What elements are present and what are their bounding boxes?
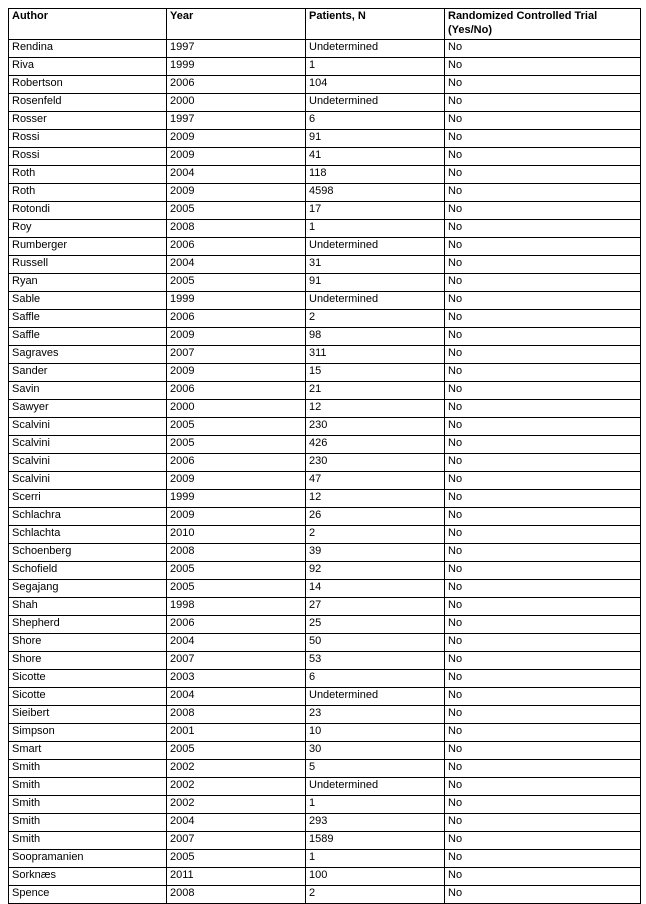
cell-author: Scalvini (9, 453, 167, 471)
table-row (9, 93, 641, 111)
cell-year: 1999 (167, 291, 306, 309)
cell-year: 2006 (167, 615, 306, 633)
cell-rct: No (445, 129, 641, 147)
table-row (9, 759, 641, 777)
cell-rct: No (445, 75, 641, 93)
table-row (9, 651, 641, 669)
cell-author: Spence (9, 885, 167, 903)
cell-rct: No (445, 723, 641, 741)
cell-author: Saffle (9, 327, 167, 345)
cell-author: Scerri (9, 489, 167, 507)
cell-rct: No (445, 651, 641, 669)
cell-year: 2000 (167, 399, 306, 417)
cell-year: 2008 (167, 885, 306, 903)
cell-year: 2009 (167, 507, 306, 525)
cell-year: 1997 (167, 39, 306, 57)
cell-patients: 1 (306, 849, 445, 867)
cell-year: 2005 (167, 417, 306, 435)
cell-year: 1998 (167, 597, 306, 615)
cell-year: 2007 (167, 831, 306, 849)
cell-rct: No (445, 759, 641, 777)
cell-patients: 47 (306, 471, 445, 489)
cell-patients: 98 (306, 327, 445, 345)
cell-year: 2005 (167, 849, 306, 867)
cell-rct: No (445, 309, 641, 327)
cell-year: 2004 (167, 813, 306, 831)
cell-rct: No (445, 867, 641, 885)
cell-rct: No (445, 363, 641, 381)
cell-year: 2005 (167, 561, 306, 579)
cell-patients: 91 (306, 129, 445, 147)
table-row (9, 129, 641, 147)
cell-year: 2005 (167, 435, 306, 453)
cell-patients: 4598 (306, 183, 445, 201)
cell-year: 2005 (167, 741, 306, 759)
cell-year: 2005 (167, 273, 306, 291)
cell-patients: 2 (306, 525, 445, 543)
cell-rct: No (445, 831, 641, 849)
cell-author: Saffle (9, 309, 167, 327)
cell-rct: No (445, 633, 641, 651)
cell-patients: 12 (306, 489, 445, 507)
table-row (9, 453, 641, 471)
cell-author: Segajang (9, 579, 167, 597)
cell-patients: 293 (306, 813, 445, 831)
column-header-year: Year (167, 9, 306, 40)
cell-rct: No (445, 435, 641, 453)
table-row (9, 147, 641, 165)
cell-year: 2009 (167, 471, 306, 489)
cell-patients: 14 (306, 579, 445, 597)
cell-patients: 311 (306, 345, 445, 363)
table-row (9, 543, 641, 561)
cell-author: Roy (9, 219, 167, 237)
cell-author: Soopramanien (9, 849, 167, 867)
cell-author: Sable (9, 291, 167, 309)
cell-rct: No (445, 183, 641, 201)
table-row (9, 273, 641, 291)
cell-author: Scalvini (9, 471, 167, 489)
table-row (9, 165, 641, 183)
cell-patients: 50 (306, 633, 445, 651)
cell-author: Roth (9, 165, 167, 183)
cell-author: Sawyer (9, 399, 167, 417)
cell-rct: No (445, 885, 641, 903)
cell-rct: No (445, 579, 641, 597)
cell-patients: Undetermined (306, 93, 445, 111)
cell-year: 1997 (167, 111, 306, 129)
cell-year: 1999 (167, 489, 306, 507)
table-row (9, 183, 641, 201)
cell-author: Smith (9, 795, 167, 813)
cell-author: Schofield (9, 561, 167, 579)
cell-patients: 230 (306, 417, 445, 435)
cell-rct: No (445, 291, 641, 309)
cell-author: Scalvini (9, 435, 167, 453)
cell-rct: No (445, 165, 641, 183)
cell-rct: No (445, 219, 641, 237)
cell-author: Smart (9, 741, 167, 759)
cell-patients: 21 (306, 381, 445, 399)
cell-author: Smith (9, 813, 167, 831)
cell-rct: No (445, 705, 641, 723)
table-row (9, 39, 641, 57)
cell-rct: No (445, 669, 641, 687)
cell-patients: 25 (306, 615, 445, 633)
table-row (9, 309, 641, 327)
column-header-author: Author (9, 9, 167, 40)
table-row (9, 507, 641, 525)
table-row (9, 219, 641, 237)
table-row (9, 399, 641, 417)
cell-author: Sicotte (9, 669, 167, 687)
cell-author: Rossi (9, 129, 167, 147)
cell-rct: No (445, 327, 641, 345)
cell-year: 2010 (167, 525, 306, 543)
table-row (9, 237, 641, 255)
table-row (9, 669, 641, 687)
cell-rct: No (445, 849, 641, 867)
cell-author: Schlachta (9, 525, 167, 543)
cell-author: Savin (9, 381, 167, 399)
table-row (9, 381, 641, 399)
cell-author: Shore (9, 651, 167, 669)
cell-year: 2007 (167, 345, 306, 363)
cell-patients: 118 (306, 165, 445, 183)
cell-year: 2003 (167, 669, 306, 687)
cell-patients: 230 (306, 453, 445, 471)
cell-rct: No (445, 741, 641, 759)
cell-rct: No (445, 615, 641, 633)
table-row (9, 777, 641, 795)
cell-author: Shah (9, 597, 167, 615)
cell-rct: No (445, 273, 641, 291)
cell-patients: 1 (306, 795, 445, 813)
cell-patients: 100 (306, 867, 445, 885)
cell-rct: No (445, 57, 641, 75)
cell-author: Rossi (9, 147, 167, 165)
cell-author: Ryan (9, 273, 167, 291)
table-row (9, 363, 641, 381)
cell-patients: Undetermined (306, 237, 445, 255)
cell-rct: No (445, 795, 641, 813)
cell-author: Rotondi (9, 201, 167, 219)
cell-year: 2008 (167, 219, 306, 237)
table-row (9, 111, 641, 129)
cell-author: Sander (9, 363, 167, 381)
table-row (9, 471, 641, 489)
cell-author: Schoenberg (9, 543, 167, 561)
cell-year: 2008 (167, 543, 306, 561)
cell-patients: 31 (306, 255, 445, 273)
table-row (9, 201, 641, 219)
cell-author: Riva (9, 57, 167, 75)
cell-year: 2005 (167, 201, 306, 219)
cell-patients: 10 (306, 723, 445, 741)
cell-patients: 53 (306, 651, 445, 669)
cell-patients: 104 (306, 75, 445, 93)
cell-rct: No (445, 93, 641, 111)
table-row (9, 705, 641, 723)
table-row (9, 255, 641, 273)
table-row (9, 291, 641, 309)
cell-year: 2000 (167, 93, 306, 111)
cell-author: Smith (9, 831, 167, 849)
cell-patients: 15 (306, 363, 445, 381)
cell-rct: No (445, 525, 641, 543)
cell-patients: 12 (306, 399, 445, 417)
cell-author: Rendina (9, 39, 167, 57)
cell-patients: 426 (306, 435, 445, 453)
studies-table (8, 8, 641, 904)
cell-author: Robertson (9, 75, 167, 93)
cell-year: 2006 (167, 237, 306, 255)
cell-patients: 27 (306, 597, 445, 615)
cell-patients: 1 (306, 219, 445, 237)
cell-patients: Undetermined (306, 777, 445, 795)
cell-author: Roth (9, 183, 167, 201)
cell-year: 2009 (167, 363, 306, 381)
cell-year: 2009 (167, 147, 306, 165)
cell-rct: No (445, 489, 641, 507)
cell-patients: 30 (306, 741, 445, 759)
cell-year: 2009 (167, 183, 306, 201)
cell-patients: 23 (306, 705, 445, 723)
cell-rct: No (445, 453, 641, 471)
table-row (9, 633, 641, 651)
cell-year: 2007 (167, 651, 306, 669)
cell-author: Schlachra (9, 507, 167, 525)
cell-year: 2006 (167, 309, 306, 327)
cell-rct: No (445, 561, 641, 579)
cell-author: Smith (9, 759, 167, 777)
table-header (9, 9, 641, 40)
table-row (9, 57, 641, 75)
cell-patients: 92 (306, 561, 445, 579)
cell-rct: No (445, 237, 641, 255)
cell-rct: No (445, 111, 641, 129)
cell-year: 2005 (167, 579, 306, 597)
cell-rct: No (445, 597, 641, 615)
cell-rct: No (445, 399, 641, 417)
cell-author: Rosser (9, 111, 167, 129)
table-row (9, 615, 641, 633)
cell-patients: 2 (306, 885, 445, 903)
table-row (9, 435, 641, 453)
table-row (9, 327, 641, 345)
cell-year: 2004 (167, 633, 306, 651)
cell-year: 2001 (167, 723, 306, 741)
cell-author: Scalvini (9, 417, 167, 435)
table-row (9, 597, 641, 615)
cell-author: Smith (9, 777, 167, 795)
table-row (9, 831, 641, 849)
table-row (9, 417, 641, 435)
cell-year: 2006 (167, 453, 306, 471)
table-row (9, 687, 641, 705)
cell-author: Rumberger (9, 237, 167, 255)
cell-rct: No (445, 255, 641, 273)
cell-patients: 6 (306, 669, 445, 687)
cell-rct: No (445, 687, 641, 705)
table-row (9, 75, 641, 93)
cell-rct: No (445, 471, 641, 489)
cell-rct: No (445, 813, 641, 831)
cell-rct: No (445, 201, 641, 219)
cell-year: 2002 (167, 777, 306, 795)
cell-author: Shore (9, 633, 167, 651)
table-row (9, 345, 641, 363)
table-row (9, 579, 641, 597)
table-row (9, 813, 641, 831)
cell-author: Rosenfeld (9, 93, 167, 111)
cell-author: Simpson (9, 723, 167, 741)
cell-author: Sorknæs (9, 867, 167, 885)
cell-year: 2002 (167, 795, 306, 813)
table-row (9, 867, 641, 885)
cell-year: 2004 (167, 165, 306, 183)
cell-author: Sagraves (9, 345, 167, 363)
cell-patients: Undetermined (306, 687, 445, 705)
cell-year: 2002 (167, 759, 306, 777)
table-row (9, 885, 641, 903)
cell-author: Shepherd (9, 615, 167, 633)
cell-author: Sicotte (9, 687, 167, 705)
cell-patients: 91 (306, 273, 445, 291)
cell-rct: No (445, 543, 641, 561)
cell-year: 2006 (167, 381, 306, 399)
column-header-rct: Randomized Controlled Trial (Yes/No) (445, 9, 641, 40)
table-row (9, 741, 641, 759)
cell-year: 2009 (167, 327, 306, 345)
cell-year: 2006 (167, 75, 306, 93)
cell-year: 2008 (167, 705, 306, 723)
cell-year: 2004 (167, 687, 306, 705)
cell-year: 2004 (167, 255, 306, 273)
cell-author: Russell (9, 255, 167, 273)
cell-rct: No (445, 39, 641, 57)
table-row (9, 489, 641, 507)
cell-patients: 39 (306, 543, 445, 561)
table-row (9, 525, 641, 543)
table-row (9, 849, 641, 867)
table-row (9, 795, 641, 813)
table-row (9, 561, 641, 579)
cell-rct: No (445, 417, 641, 435)
table-header-row (9, 9, 641, 40)
cell-patients: 41 (306, 147, 445, 165)
cell-year: 2011 (167, 867, 306, 885)
cell-patients: Undetermined (306, 291, 445, 309)
cell-rct: No (445, 507, 641, 525)
cell-rct: No (445, 147, 641, 165)
cell-patients: 6 (306, 111, 445, 129)
cell-rct: No (445, 345, 641, 363)
cell-patients: 26 (306, 507, 445, 525)
column-header-patients: Patients, N (306, 9, 445, 40)
cell-year: 2009 (167, 129, 306, 147)
cell-rct: No (445, 777, 641, 795)
table-body (9, 39, 641, 903)
cell-patients: 2 (306, 309, 445, 327)
cell-patients: 1 (306, 57, 445, 75)
table-row (9, 723, 641, 741)
cell-patients: 17 (306, 201, 445, 219)
cell-year: 1999 (167, 57, 306, 75)
cell-patients: 1589 (306, 831, 445, 849)
cell-patients: Undetermined (306, 39, 445, 57)
cell-author: Sieibert (9, 705, 167, 723)
cell-patients: 5 (306, 759, 445, 777)
cell-rct: No (445, 381, 641, 399)
